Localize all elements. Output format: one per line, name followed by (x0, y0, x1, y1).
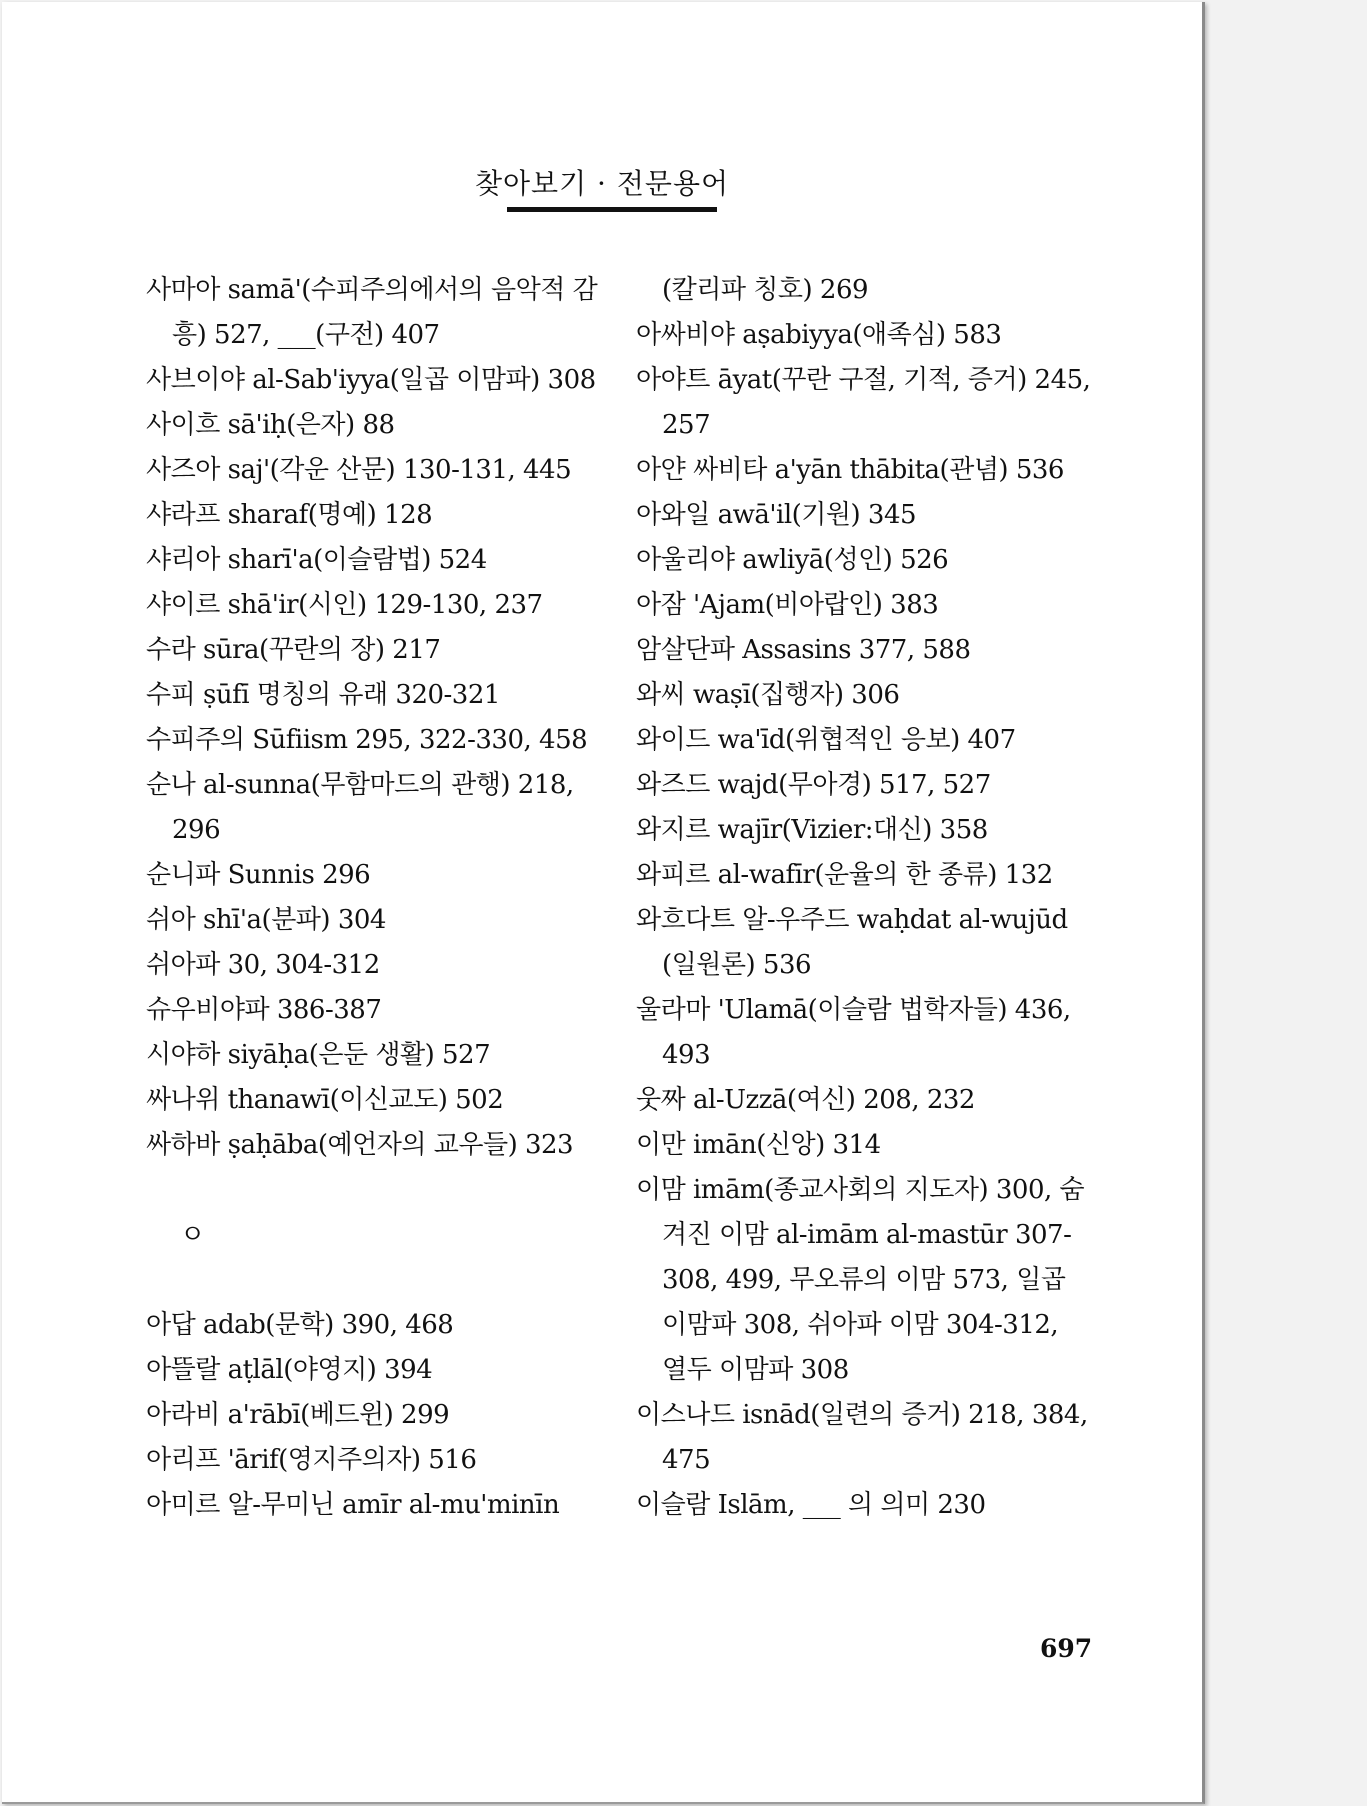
index-entry-continuation: (일원론) 536 (662, 950, 812, 980)
index-entry-continuation: (칼리파 칭호) 269 (662, 275, 869, 305)
section-spacer (146, 1258, 606, 1303)
index-entry-continuation: 308, 499, 무오류의 이맘 573, 일곱 (662, 1265, 1066, 1295)
index-entry: 수피 ṣūfī 명칭의 유래 320-321 (146, 680, 500, 710)
index-entry: 웃짜 al-Uzzā(여신) 208, 232 (636, 1085, 975, 1115)
index-entry: 사마아 samā'(수피주의에서의 음악적 감 (146, 275, 598, 305)
index-entry: 와피르 al-wafīr(운율의 한 종류) 132 (636, 860, 1053, 890)
page-number: 697 (1040, 1634, 1093, 1663)
section-heading: ㅇ (180, 1220, 205, 1250)
index-entry: 와지르 wajīr(Vizier:대신) 358 (636, 815, 988, 845)
index-entry: 사브이야 al-Sab'iyya(일곱 이맘파) 308 (146, 365, 596, 395)
index-entry: 울라마 'Ulamā(이슬람 법학자들) 436, (636, 995, 1071, 1025)
index-entry: 아울리야 awliyā(성인) 526 (636, 545, 949, 575)
section-spacer (146, 1168, 606, 1213)
index-entry-continuation: 흥) 527, ___(구전) 407 (172, 320, 440, 350)
index-entry: 아얀 싸비타 a'yān thābita(관념) 536 (636, 455, 1064, 485)
index-entry: 이맘 imām(종교사회의 지도자) 300, 숨 (636, 1175, 1085, 1205)
index-entry-continuation: 493 (662, 1040, 711, 1070)
index-entry: 아잠 'Ajam(비아랍인) 383 (636, 590, 939, 620)
index-entry: 와즈드 wajd(무아경) 517, 527 (636, 770, 991, 800)
index-entry: 싸나위 thanawī(이신교도) 502 (146, 1085, 504, 1115)
index-entry: 사즈아 saj'(각운 산문) 130-131, 445 (146, 455, 572, 485)
index-entry: 순니파 Sunnis 296 (146, 860, 371, 890)
index-entry-continuation: 열두 이맘파 308 (662, 1355, 849, 1385)
index-entry: 쉬아 shī'a(분파) 304 (146, 905, 386, 935)
page-title: 찾아보기 · 전문용어 (474, 167, 730, 200)
index-entry: 싸하바 ṣaḥāba(예언자의 교우들) 323 (146, 1130, 574, 1160)
index-entry: 시야하 siyāḥa(은둔 생활) 527 (146, 1040, 491, 1070)
index-entry: 순나 al-sunna(무함마드의 관행) 218, (146, 770, 574, 800)
index-entry: 수라 sūra(꾸란의 장) 217 (146, 635, 441, 665)
index-entry: 아리프 'ārif(영지주의자) 516 (146, 1445, 477, 1475)
index-entry: 와이드 wa'īd(위협적인 응보) 407 (636, 725, 1016, 755)
index-entry-continuation: 257 (662, 410, 711, 440)
index-entry: 와흐다트 알-우주드 waḥdat al-wujūd (636, 905, 1068, 935)
index-entry: 암살단파 Assasins 377, 588 (636, 635, 971, 665)
index-entry: 샤이르 shā'ir(시인) 129-130, 237 (146, 590, 543, 620)
index-entry: 아미르 알-무미닌 amīr al-mu'minīn (146, 1490, 560, 1520)
index-entry-continuation: 475 (662, 1445, 711, 1475)
index-entry-continuation: 이맘파 308, 쉬아파 이맘 304-312, (662, 1310, 1059, 1340)
index-column-right (636, 268, 1091, 1528)
index-entry: 이만 imān(신앙) 314 (636, 1130, 881, 1160)
index-entry: 쉬아파 30, 304-312 (146, 950, 380, 980)
index-entry: 아답 adab(문학) 390, 468 (146, 1310, 454, 1340)
title-underline (507, 207, 717, 212)
index-entry: 사이흐 sā'iḥ(은자) 88 (146, 410, 395, 440)
index-entry: 슈우비야파 386-387 (146, 995, 382, 1025)
index-entry: 와씨 waṣī(집행자) 306 (636, 680, 900, 710)
index-entry: 아야트 āyat(꾸란 구절, 기적, 증거) 245, (636, 365, 1091, 395)
index-column-left (146, 268, 606, 1528)
index-entry: 샤리아 sharī'a(이슬람법) 524 (146, 545, 487, 575)
index-entry: 이슬람 Islām, ___ 의 의미 230 (636, 1490, 986, 1520)
index-entry: 아와일 awā'il(기원) 345 (636, 500, 917, 530)
index-entry-continuation: 296 (172, 815, 221, 845)
index-entry: 아라비 a'rābī(베드윈) 299 (146, 1400, 450, 1430)
index-entry: 이스나드 isnād(일련의 증거) 218, 384, (636, 1400, 1088, 1430)
document-page (2, 2, 1205, 1804)
index-entry: 아뜰랄 aṭlāl(야영지) 394 (146, 1355, 433, 1385)
index-entry: 아싸비야 aṣabiyya(애족심) 583 (636, 320, 1002, 350)
index-entry: 샤라프 sharaf(명예) 128 (146, 500, 433, 530)
index-entry-continuation: 겨진 이맘 al-imām al-mastūr 307- (662, 1220, 1072, 1250)
index-entry: 수피주의 Sūfiism 295, 322-330, 458 (146, 725, 588, 755)
